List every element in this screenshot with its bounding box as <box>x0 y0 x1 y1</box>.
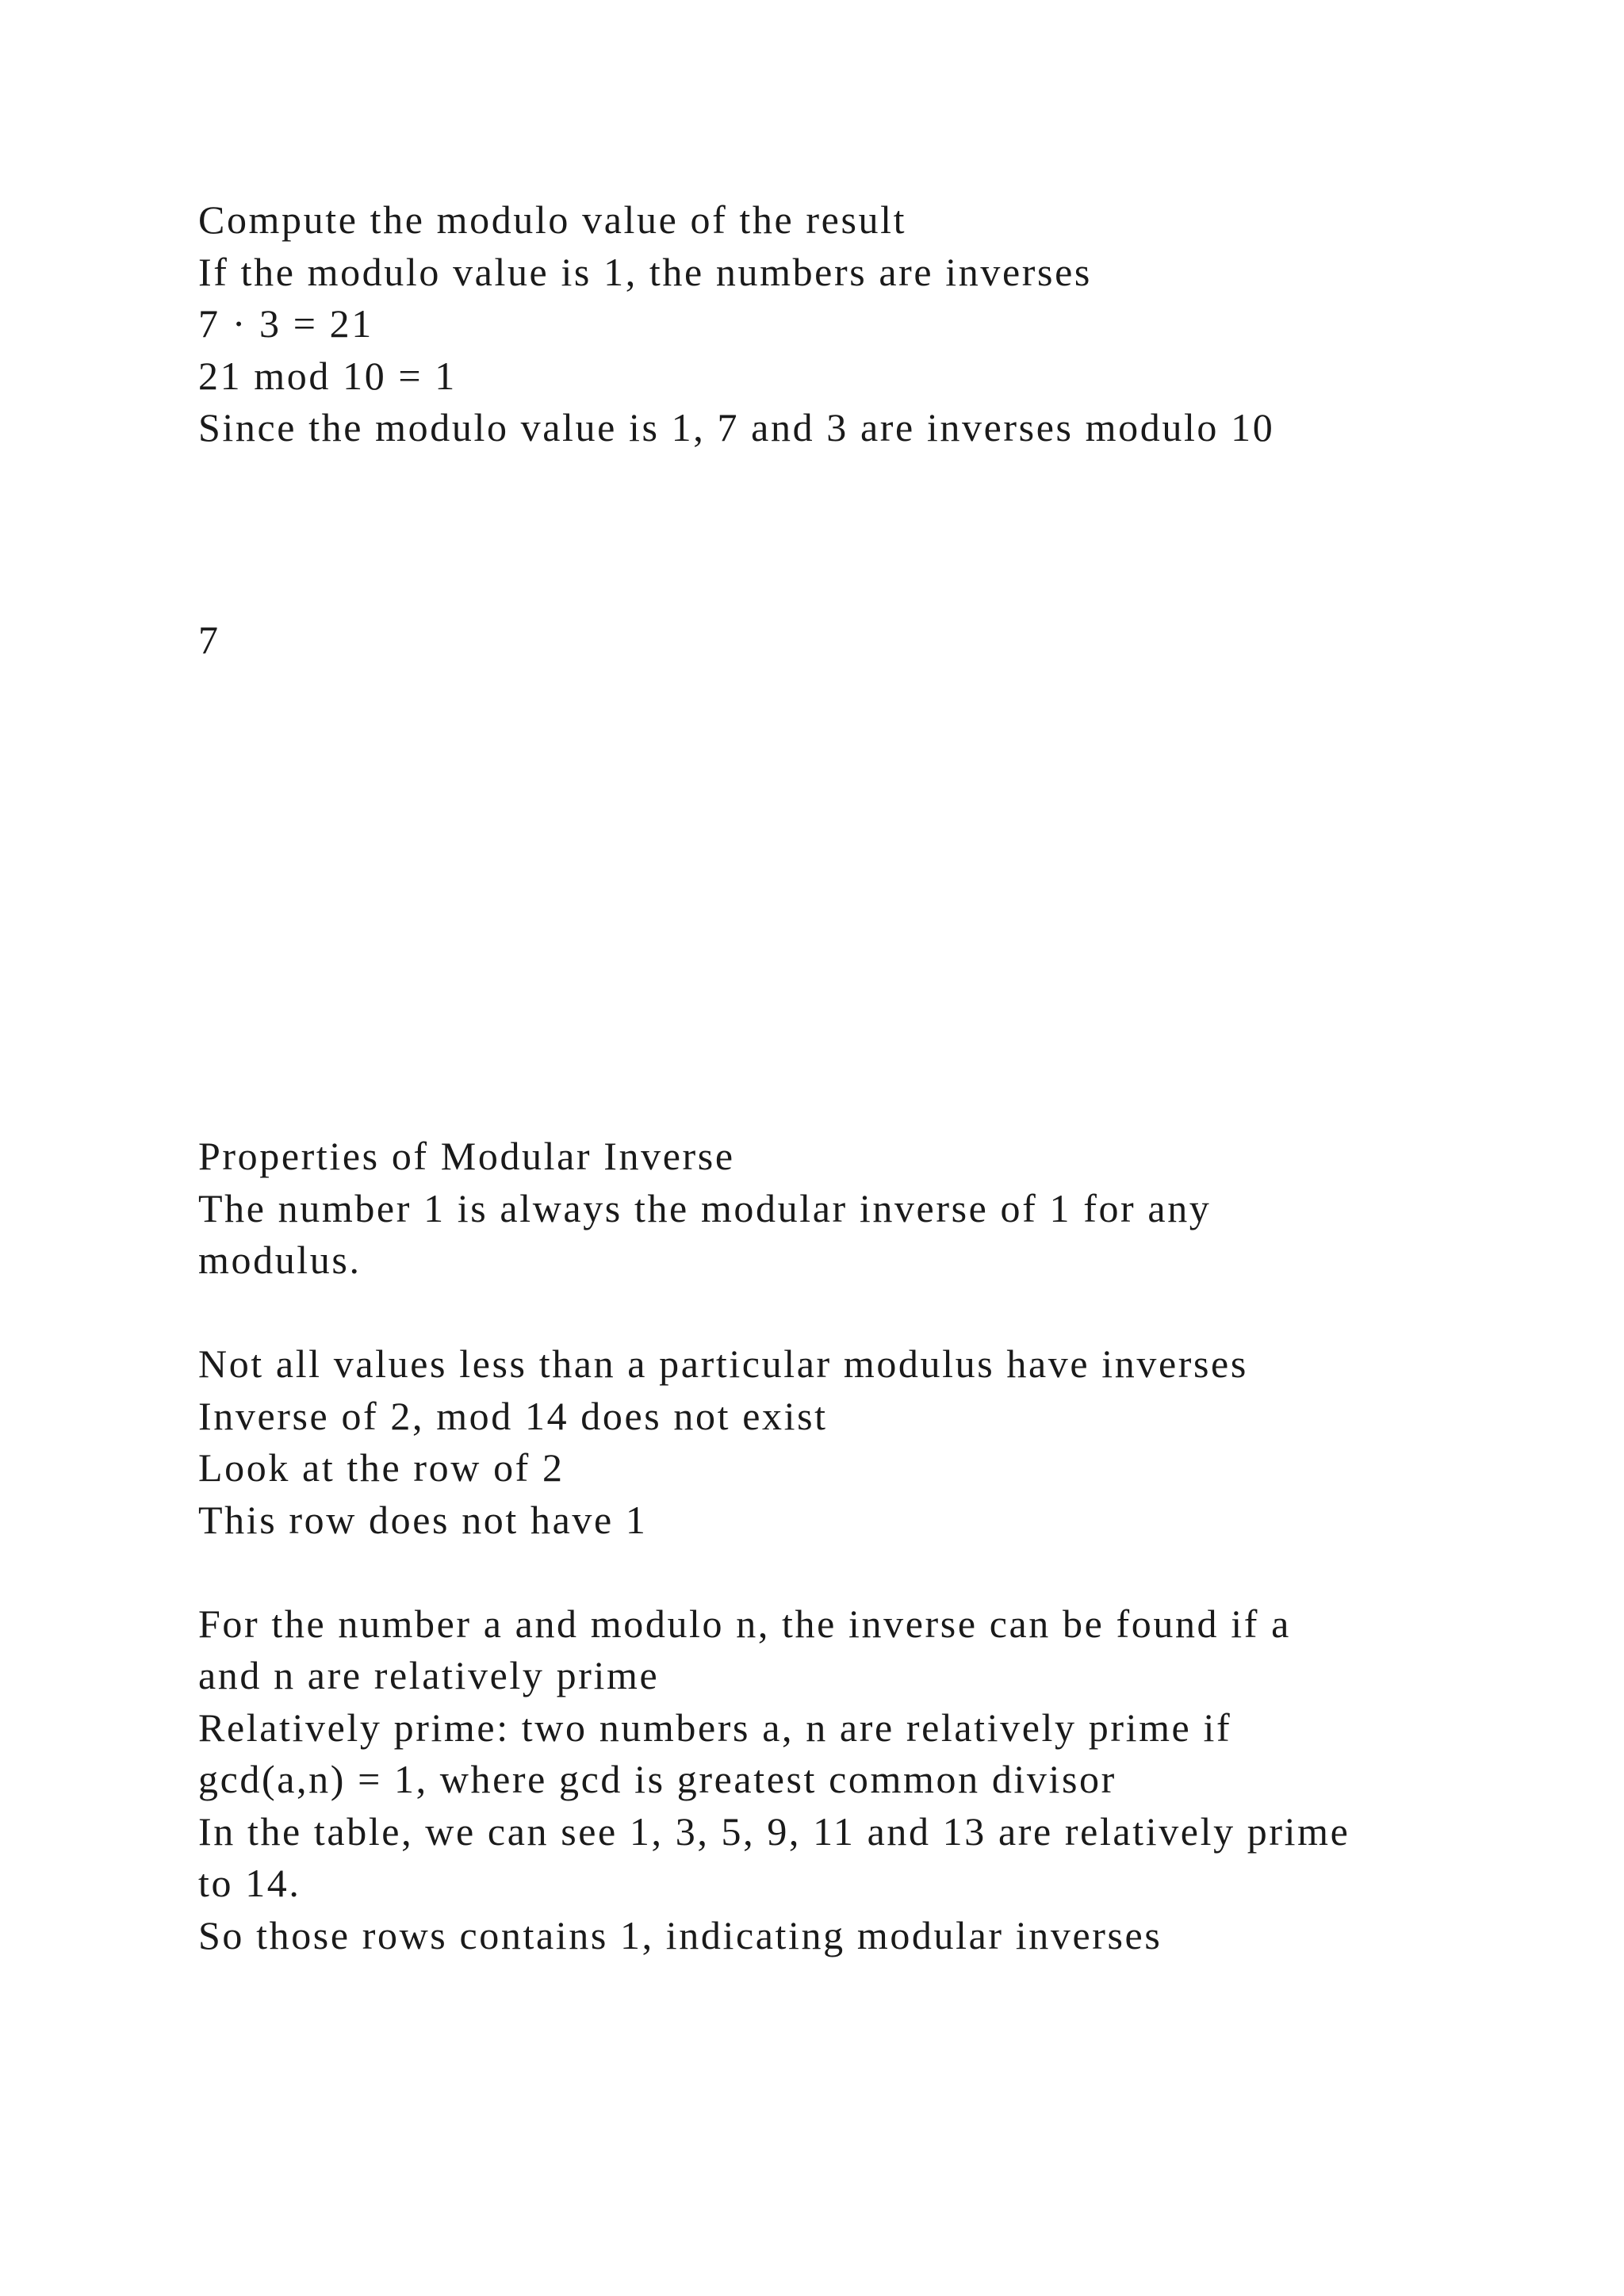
paragraph-gap <box>198 1546 1467 1598</box>
page-number-block <box>198 614 1467 667</box>
inverse-check-steps <box>198 194 1467 454</box>
text-line: modulus. <box>198 1238 362 1282</box>
text-line: Since the modulo value is 1, 7 and 3 are inverses modulo 10 <box>198 405 1275 450</box>
text-line: Inverse of 2, mod 14 does not exist <box>198 1393 828 1438</box>
page-number: 7 <box>198 618 220 662</box>
text-line: Look at the row of 2 <box>198 1445 565 1490</box>
text-line: gcd(a,n) = 1, where gcd is greatest common divisor <box>198 1757 1116 1801</box>
text-line: to 14. <box>198 1861 301 1905</box>
text-line: The number 1 is always the modular inverse of 1 for any <box>198 1185 1212 1230</box>
paragraph-gap <box>198 1287 1467 1339</box>
text-line: 21 mod 10 = 1 <box>198 353 457 398</box>
section-heading: Properties of Modular Inverse <box>198 1134 735 1178</box>
text-line: Not all values less than a particular modulus have inverses <box>198 1341 1248 1386</box>
text-line: In the table, we can see 1, 3, 5, 9, 11 and 13 are relatively prime <box>198 1808 1350 1854</box>
text-line: Relatively prime: two numbers a, n are relatively prime if <box>198 1705 1232 1750</box>
text-line: and n are relatively prime <box>198 1653 660 1697</box>
properties-section <box>198 1131 1467 1961</box>
text-line: Compute the modulo value of the result <box>198 197 907 242</box>
text-line: 7 · 3 = 21 <box>198 301 373 346</box>
text-line: This row does not have 1 <box>198 1497 648 1542</box>
text-line: For the number a and modulo n, the inverse can be found if a <box>198 1601 1291 1646</box>
text-line: If the modulo value is 1, the numbers are inverses <box>198 249 1092 294</box>
text-line: So those rows contains 1, indicating modular inverses <box>198 1912 1162 1957</box>
